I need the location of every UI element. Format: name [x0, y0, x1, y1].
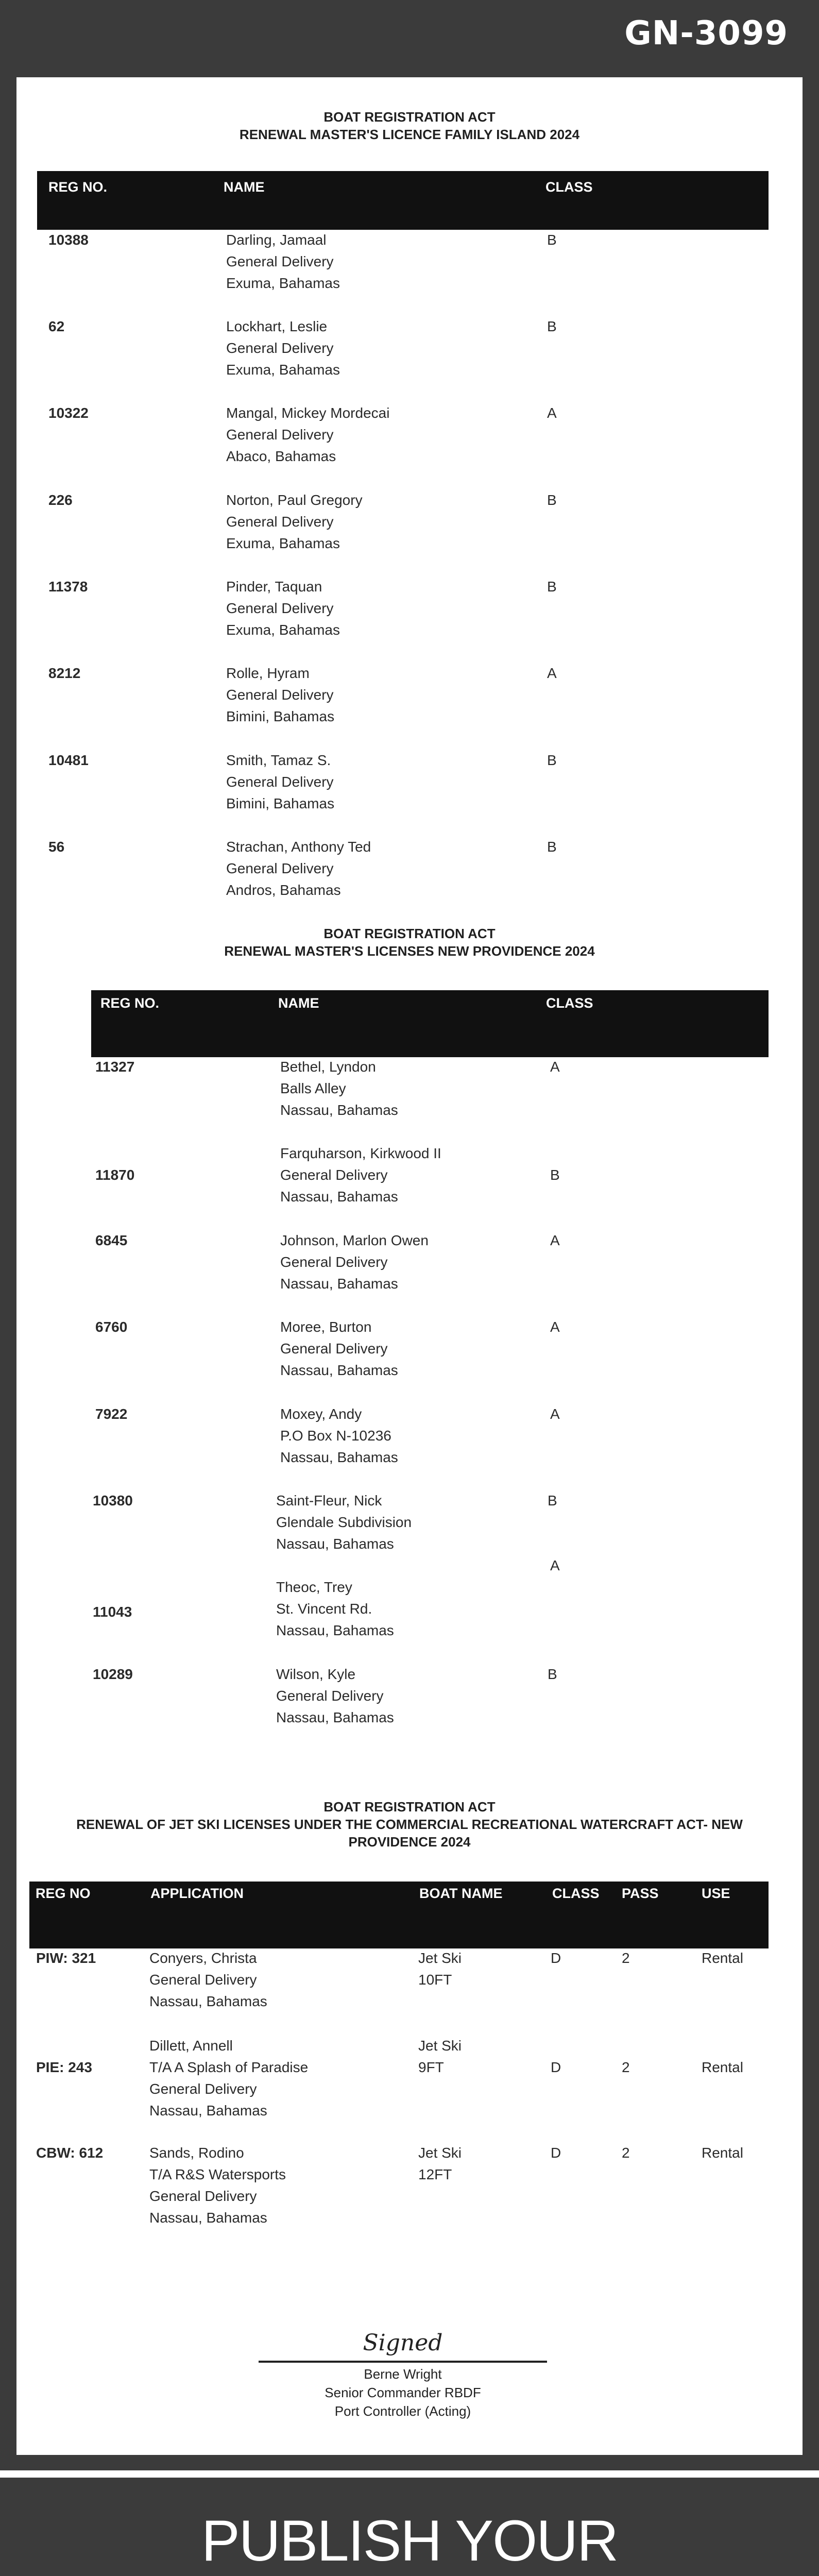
holder-address-line: General Delivery: [226, 427, 334, 443]
signed-mark: Signed: [363, 2330, 443, 2356]
holder-name: Pinder, Taquan: [226, 579, 322, 595]
header-name: NAME: [224, 179, 265, 195]
holder-address-line: Glendale Subdivision: [276, 1514, 412, 1530]
section1-title-line2: RENEWAL MASTER'S LICENCE FAMILY ISLAND 2024: [239, 127, 580, 142]
holder-address-line: General Delivery: [276, 1688, 384, 1704]
license-class: A: [550, 1406, 560, 1422]
license-class: A: [547, 665, 557, 681]
holder-address-line: Nassau, Bahamas: [280, 1102, 398, 1118]
holder-address-line: P.O Box N-10236: [280, 1428, 391, 1444]
reg-number: 11870: [95, 1167, 135, 1183]
license-class: B: [547, 232, 557, 248]
holder-address-line: General Delivery: [226, 514, 334, 530]
boat-size: 9FT: [418, 2059, 444, 2075]
holder-address-line: St. Vincent Rd.: [276, 1601, 372, 1617]
boat-size: 12FT: [418, 2166, 452, 2182]
holder-name: Farquharson, Kirkwood II: [280, 1145, 441, 1161]
license-class: D: [551, 2145, 561, 2161]
license-class: A: [550, 1557, 560, 1573]
applicant-detail-line: Nassau, Bahamas: [149, 2210, 267, 2226]
header-class: CLASS: [546, 995, 593, 1011]
section3-title-line2: RENEWAL OF JET SKI LICENSES UNDER THE COMMERCIAL RECREATIONAL WATERCRAFT ACT- NEW: [76, 1817, 743, 1832]
applicant-detail-line: T/A A Splash of Paradise: [149, 2059, 309, 2075]
reg-number: 56: [48, 839, 65, 855]
section1-title-line1: BOAT REGISTRATION ACT: [323, 109, 496, 125]
reg-number: 7922: [95, 1406, 128, 1422]
reg-number: 10380: [93, 1493, 133, 1509]
reg-number: PIW: 321: [36, 1950, 96, 1966]
promo-line1: PUBLISH YOUR: [201, 2509, 618, 2573]
legal-notice: [16, 77, 803, 2455]
boat-size: 10FT: [418, 1972, 452, 1988]
boat-name: Jet Ski: [418, 2145, 462, 2161]
holder-name: Darling, Jamaal: [226, 232, 327, 248]
applicant-detail-line: Nassau, Bahamas: [149, 2103, 267, 2119]
holder-address-line: Exuma, Bahamas: [226, 535, 340, 551]
passenger-count: 2: [622, 2145, 630, 2161]
usage-type: Rental: [702, 1950, 743, 1966]
holder-address-line: Nassau, Bahamas: [276, 1709, 394, 1725]
header-pass: PASS: [622, 1886, 659, 1901]
applicant-detail-line: General Delivery: [149, 2188, 257, 2204]
license-class: B: [547, 492, 557, 508]
header-reg-no: REG NO.: [100, 995, 160, 1011]
holder-address-line: Nassau, Bahamas: [280, 1449, 398, 1465]
holder-name: Johnson, Marlon Owen: [280, 1232, 429, 1248]
license-class: B: [547, 318, 557, 334]
license-class: D: [551, 2059, 561, 2075]
promo-banner: [0, 2478, 819, 2576]
applicant-detail-line: T/A R&S Watersports: [149, 2166, 286, 2182]
signature-line: [259, 2361, 547, 2363]
boat-name: Jet Ski: [418, 2038, 462, 2054]
holder-address-line: Nassau, Bahamas: [280, 1362, 398, 1378]
reg-number: 62: [48, 318, 65, 334]
license-class: B: [550, 1167, 560, 1183]
applicant-name: Sands, Rodino: [149, 2145, 244, 2161]
holder-address-line: General Delivery: [226, 340, 334, 356]
holder-name: Norton, Paul Gregory: [226, 492, 363, 508]
reg-number: 6845: [95, 1232, 128, 1248]
section3-title: [16, 1798, 803, 1851]
holder-name: Moxey, Andy: [280, 1406, 362, 1422]
signatory-title1: Senior Commander RBDF: [325, 2385, 481, 2400]
reg-number: PIE: 243: [36, 2059, 92, 2075]
header-class: CLASS: [552, 1886, 600, 1901]
usage-type: Rental: [702, 2059, 743, 2075]
holder-name: Strachan, Anthony Ted: [226, 839, 371, 855]
holder-name: Rolle, Hyram: [226, 665, 310, 681]
applicant-name: Conyers, Christa: [149, 1950, 257, 1966]
section3-title-line3: PROVIDENCE 2024: [348, 1834, 471, 1850]
holder-address-line: Exuma, Bahamas: [226, 275, 340, 291]
applicant-detail-line: General Delivery: [149, 1972, 257, 1988]
license-class: B: [547, 579, 557, 595]
license-class: A: [547, 405, 557, 421]
license-class: B: [548, 1493, 557, 1509]
license-class: D: [551, 1950, 561, 1966]
header-name: NAME: [278, 995, 319, 1011]
holder-address-line: Nassau, Bahamas: [280, 1276, 398, 1292]
section3-title-line1: BOAT REGISTRATION ACT: [323, 1799, 496, 1815]
license-class: A: [550, 1059, 560, 1075]
section1-table-header: [37, 171, 769, 230]
license-class: B: [547, 752, 557, 768]
holder-address-line: General Delivery: [280, 1254, 388, 1270]
holder-address-line: General Delivery: [226, 253, 334, 269]
holder-address-line: Nassau, Bahamas: [280, 1189, 398, 1205]
holder-address-line: Bimini, Bahamas: [226, 795, 335, 811]
holder-address-line: General Delivery: [226, 687, 334, 703]
applicant-detail-line: General Delivery: [149, 2081, 257, 2097]
reg-number: 11378: [48, 579, 88, 595]
applicant-name: Dillett, Annell: [149, 2038, 233, 2054]
header-reg-no: REG NO.: [48, 179, 108, 195]
reg-number: 10289: [93, 1666, 133, 1682]
reg-number: CBW: 612: [36, 2145, 104, 2161]
holder-name: Saint-Fleur, Nick: [276, 1493, 382, 1509]
notice-code: GN-3099: [624, 14, 788, 53]
header-application: APPLICATION: [150, 1886, 244, 1901]
license-class: A: [550, 1232, 560, 1248]
section3-table-header: [29, 1882, 769, 1948]
section2-title-line2: RENEWAL MASTER'S LICENSES NEW PROVIDENCE 2024: [224, 943, 595, 959]
applicant-detail-line: Nassau, Bahamas: [149, 1993, 267, 2009]
holder-address-line: General Delivery: [280, 1341, 388, 1357]
usage-type: Rental: [702, 2145, 743, 2161]
license-class: B: [548, 1666, 557, 1682]
holder-address-line: Andros, Bahamas: [226, 882, 341, 898]
signatory-title2: Port Controller (Acting): [334, 2403, 471, 2419]
reg-number: 10322: [48, 405, 89, 421]
reg-number: 6760: [95, 1319, 128, 1335]
holder-name: Theoc, Trey: [276, 1579, 352, 1595]
section1-title: [16, 108, 803, 143]
holder-address-line: Exuma, Bahamas: [226, 622, 340, 638]
holder-name: Bethel, Lyndon: [280, 1059, 376, 1075]
reg-number: 8212: [48, 665, 81, 681]
header-reg-no: REG NO: [36, 1886, 91, 1901]
holder-address-line: General Delivery: [280, 1167, 388, 1183]
boat-name: Jet Ski: [418, 1950, 462, 1966]
header-use: USE: [702, 1886, 730, 1901]
holder-address-line: Exuma, Bahamas: [226, 362, 340, 378]
holder-address-line: Nassau, Bahamas: [276, 1536, 394, 1552]
section2-title: [16, 925, 803, 960]
holder-address-line: General Delivery: [226, 860, 334, 876]
holder-address-line: General Delivery: [226, 600, 334, 616]
reg-number: 11327: [95, 1059, 135, 1075]
reg-number: 10388: [48, 232, 89, 248]
holder-name: Mangal, Mickey Mordecai: [226, 405, 390, 421]
reg-number: 10481: [48, 752, 89, 768]
passenger-count: 2: [622, 1950, 630, 1966]
holder-name: Smith, Tamaz S.: [226, 752, 331, 768]
section2-table-header: [91, 990, 769, 1057]
holder-address-line: Nassau, Bahamas: [276, 1622, 394, 1638]
holder-name: Lockhart, Leslie: [226, 318, 328, 334]
license-class: A: [550, 1319, 560, 1335]
promo-divider: [0, 2470, 819, 2478]
holder-address-line: Bimini, Bahamas: [226, 708, 335, 724]
license-class: B: [547, 839, 557, 855]
passenger-count: 2: [622, 2059, 630, 2075]
section2-title-line1: BOAT REGISTRATION ACT: [323, 926, 496, 941]
holder-address-line: Abaco, Bahamas: [226, 448, 336, 464]
header-boat-name: BOAT NAME: [419, 1886, 503, 1901]
header-class: CLASS: [545, 179, 593, 195]
reg-number: 11043: [93, 1604, 132, 1620]
holder-address-line: Balls Alley: [280, 1080, 346, 1096]
reg-number: 226: [48, 492, 73, 508]
holder-name: Wilson, Kyle: [276, 1666, 356, 1682]
signatory-name: Berne Wright: [364, 2366, 442, 2382]
holder-address-line: General Delivery: [226, 774, 334, 790]
holder-name: Moree, Burton: [280, 1319, 372, 1335]
